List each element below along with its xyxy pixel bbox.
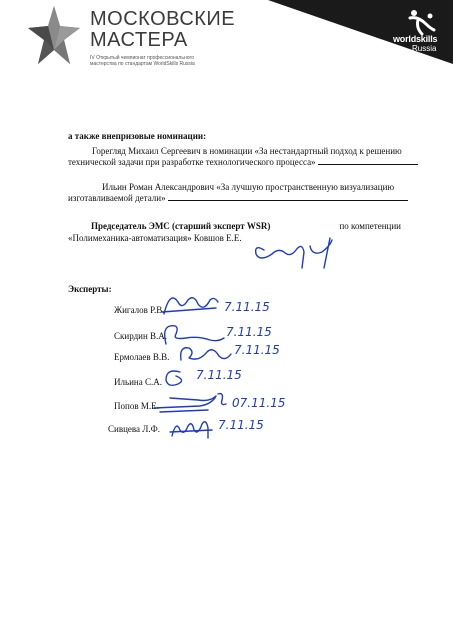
expert-name: Жигалов Р.В. xyxy=(114,305,165,315)
worldskills-country: Russia xyxy=(412,44,437,53)
expert-sign-date: 7.11.15 xyxy=(196,368,242,382)
worldskills-wordmark: worldskills xyxy=(393,34,438,44)
brand-title-line1: МОСКОВСКИЕ xyxy=(90,8,236,30)
expert-sign-date: 7.11.15 xyxy=(218,418,264,432)
expert-name: Ермолаев В.В. xyxy=(114,352,170,362)
star-logo-icon xyxy=(28,6,80,68)
expert-sign-date: 07.11.15 xyxy=(232,396,286,410)
expert-signature xyxy=(160,366,190,390)
brand-title-line2: МАСТЕРА xyxy=(90,29,188,51)
expert-name: Скирдин В.А. xyxy=(114,331,168,341)
expert-signature xyxy=(150,388,230,416)
expert-sign-date: 7.11.15 xyxy=(226,325,272,339)
expert-name: Ильина С.А. xyxy=(114,377,162,387)
expert-name: Попов М.Е. xyxy=(114,401,159,411)
expert-name: Сивцева Л.Ф. xyxy=(108,424,160,434)
expert-signature xyxy=(160,288,220,322)
nomination-2-line2: изготавливаемой детали» xyxy=(68,193,408,204)
nomination-2-line1: Ильин Роман Александрович «За лучшую пространственную визуализацию xyxy=(102,182,395,192)
chairman-line1: Председатель ЭМС (старший эксперт WSR) по компетенции xyxy=(91,221,401,231)
chairman-line2: «Полимеханика-автоматизация» Ковшов Е.Е. xyxy=(68,233,242,243)
expert-sign-date: 7.11.15 xyxy=(224,300,270,314)
nomination-1-line1: Горегляд Михаил Сергеевич в номинации «За нестандартный подход к решению xyxy=(92,146,402,156)
chairman-signature xyxy=(250,228,340,273)
experts-heading: Эксперты: xyxy=(68,284,112,294)
worldskills-figure-icon xyxy=(404,8,438,36)
expert-signature xyxy=(168,414,216,440)
nomination-1-line2: технической задачи при разработке технологического процесса» xyxy=(68,157,418,168)
expert-signature xyxy=(175,340,235,368)
nominations-heading: а также внепризовые номинации: xyxy=(68,131,207,141)
brand-tagline: IV Открытый чемпионат профессионального мастерства по стандартам WorldSkills Russia xyxy=(90,55,195,67)
expert-sign-date: 7.11.15 xyxy=(234,343,280,357)
